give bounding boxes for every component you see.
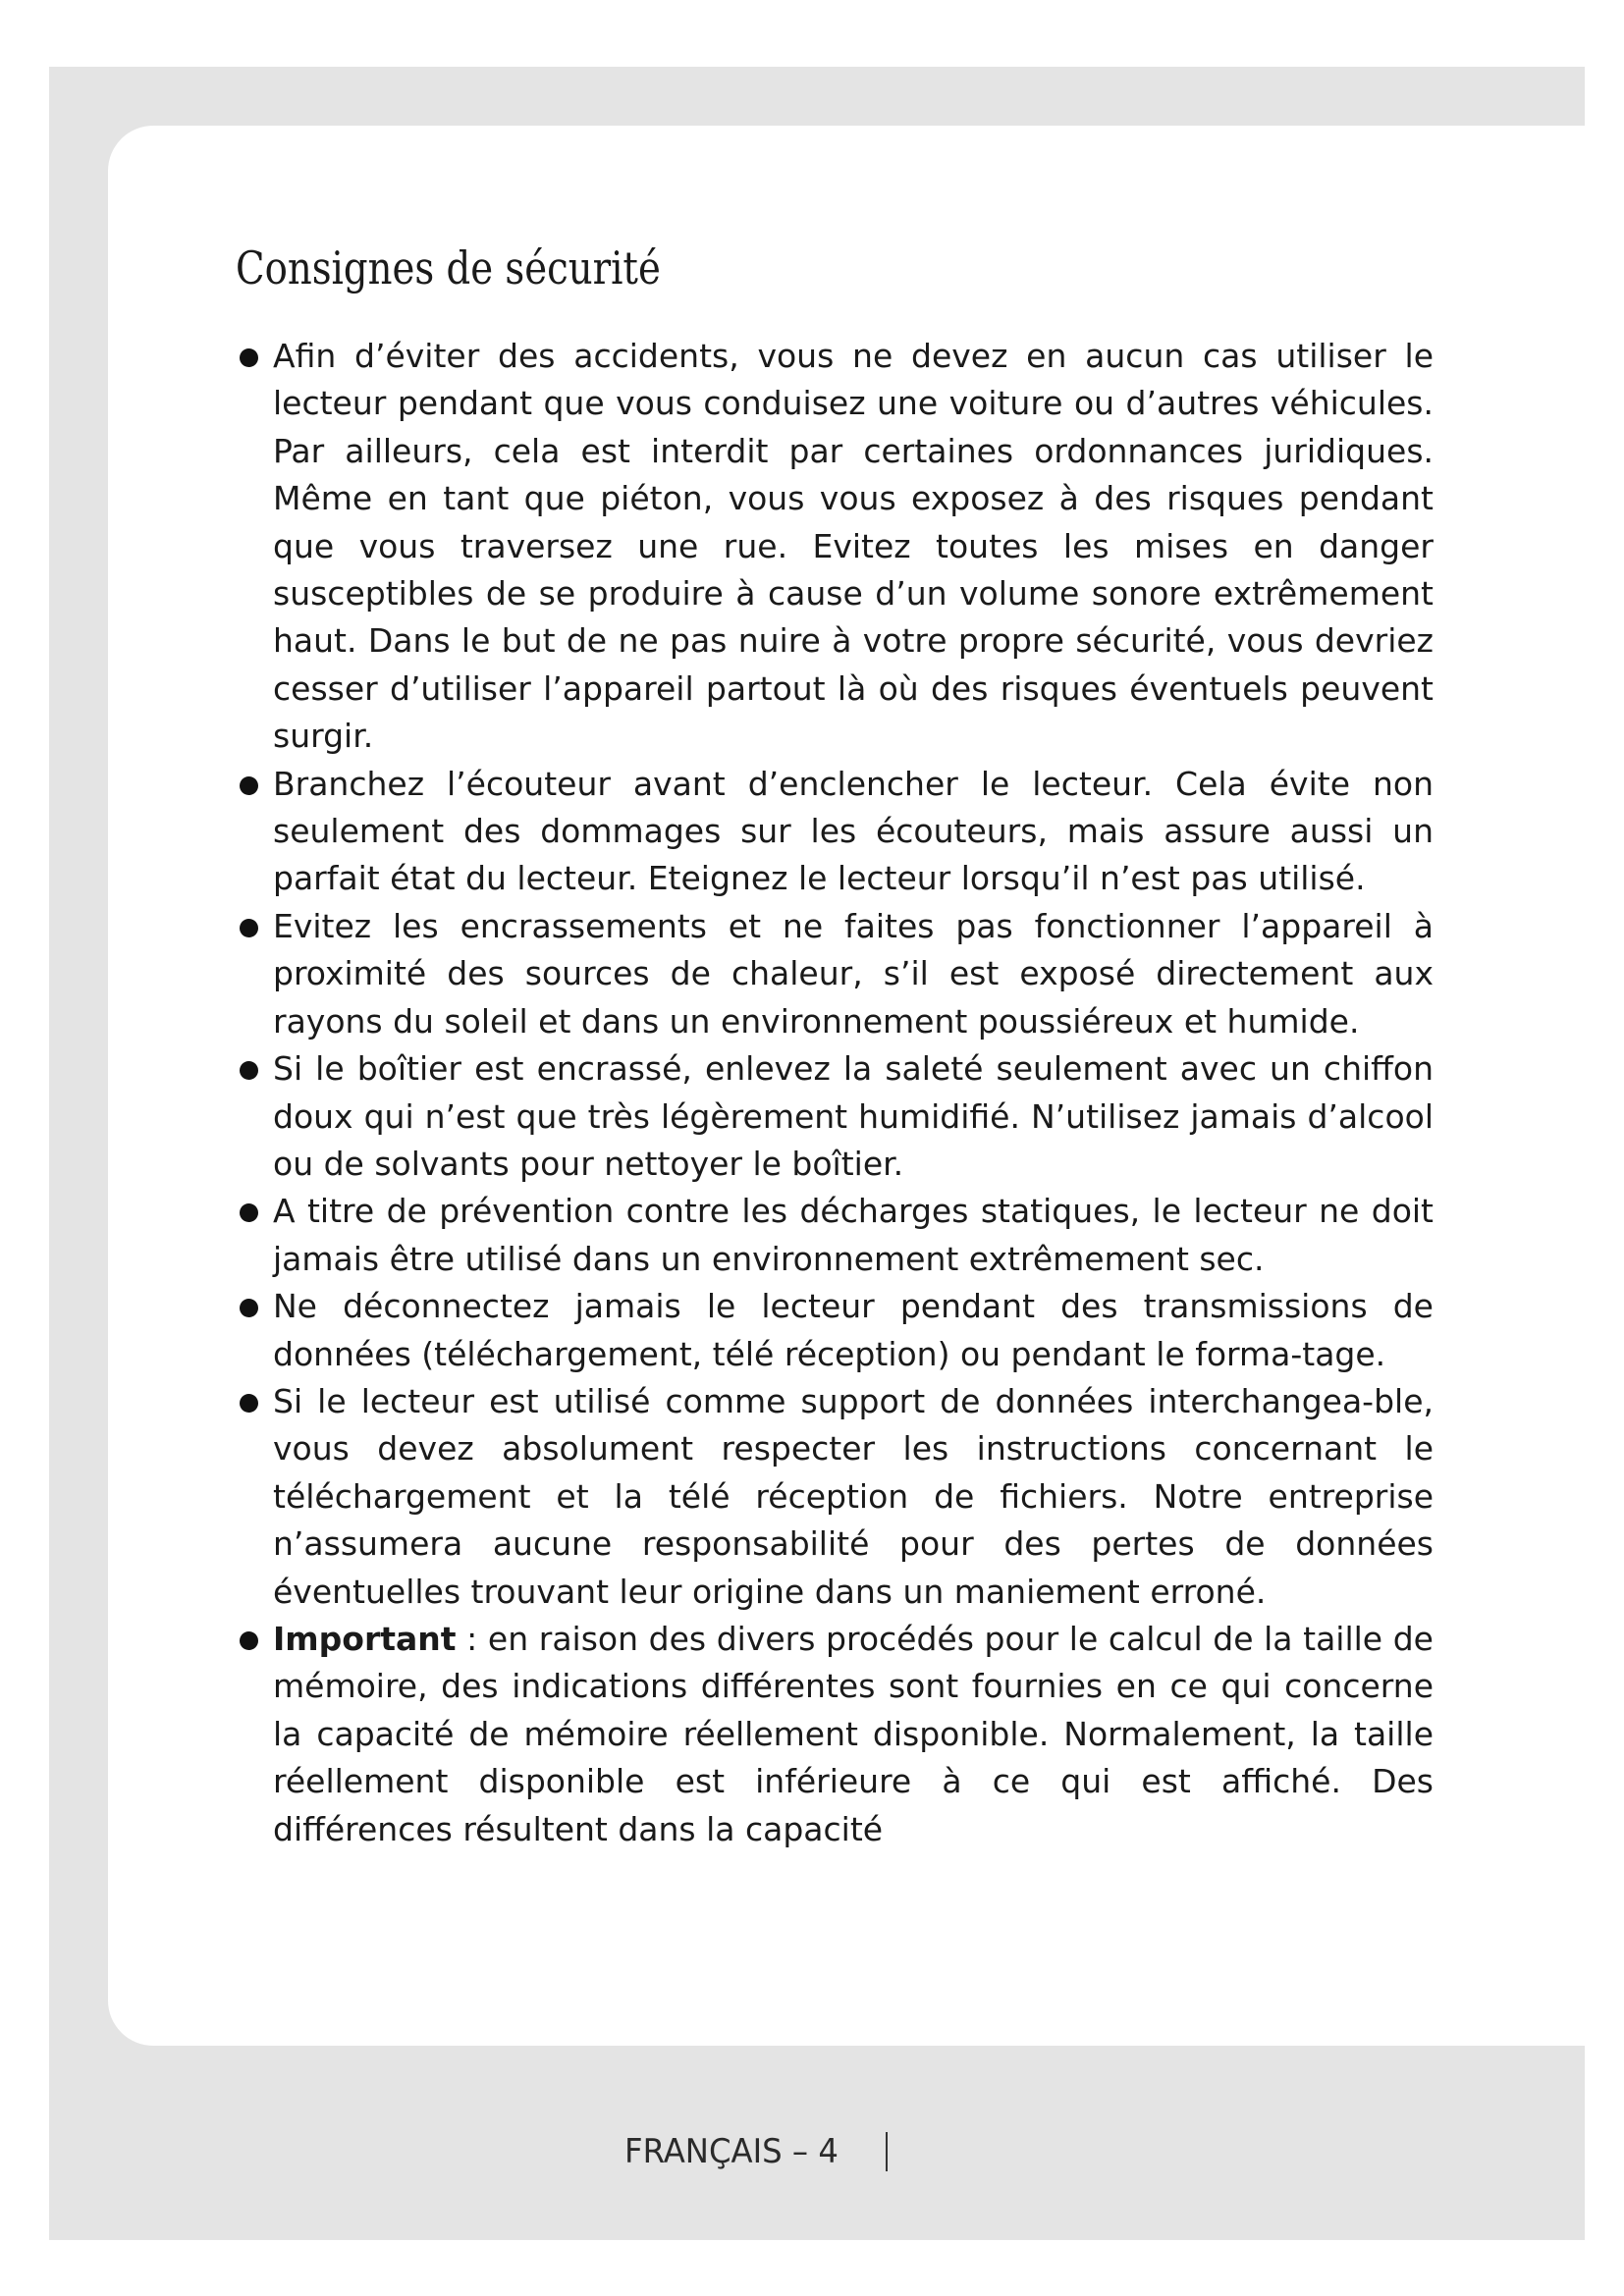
bullet-icon	[240, 1394, 258, 1413]
item-text: Si le lecteur est utilisé comme support de données interchangea-ble, vous devez absolument respecter les instructions concernant le téléchargement et la télé réception de fichiers. Notre entreprise n’assumera aucune responsabilité pour des pertes de données éventuelles trouvant leur origine dans un maniement erroné.	[273, 1381, 1434, 1611]
bullet-icon	[240, 919, 258, 937]
list-item	[236, 761, 1434, 903]
safety-list	[236, 333, 1434, 1853]
bullet-icon	[240, 1061, 258, 1080]
item-text: A titre de prévention contre les décharges statiques, le lecteur ne doit jamais être utilisé dans un environnement extrêmement sec.	[273, 1192, 1434, 1278]
list-item	[236, 1283, 1434, 1378]
important-label: Important	[273, 1619, 457, 1658]
item-text: Ne déconnectez jamais le lecteur pendant des transmissions de données (téléchargement, télé réception) ou pendant le forma-tage.	[273, 1287, 1434, 1373]
item-text: : en raison des divers procédés pour le calcul de la taille de mémoire, des indications différentes sont fournies en ce qui concerne la capacité de mémoire réellement disponible. Normalement, la taille réellement disponible est inférieure à ce qui est affiché. Des différences résultent dans la capacité	[273, 1619, 1434, 1848]
item-text: Evitez les encrassements et ne faites pas fonctionner l’appareil à proximité des sources de chaleur, s’il est exposé directement aux rayons du soleil et dans un environnement poussiéreux et humide.	[273, 906, 1434, 1041]
item-text: Branchez l’écouteur avant d’enclencher le lecteur. Cela évite non seulement des dommages sur les écouteurs, mais assure aussi un parfait état du lecteur. Eteignez le lecteur lorsqu’il n’est pas utilisé.	[273, 764, 1434, 898]
bullet-icon	[240, 1299, 258, 1317]
list-item	[236, 1188, 1434, 1283]
footer-divider	[886, 2132, 888, 2171]
item-text: Afin d’éviter des accidents, vous ne devez en aucun cas utiliser le lecteur pendant que vous conduisez une voiture ou d’autres véhicules. Par ailleurs, cela est interdit par certaines ordonnances juridiques. Même en tant que piéton, vous vous exposez à des risques pendant que vous traversez une rue. Evitez toutes les mises en danger susceptibles de se produire à cause d’un volume sonore extrêmement haut. Dans le but de ne pas nuire à votre propre sécurité, vous devriez cesser d’utiliser l’appareil partout là où des risques éventuels peuvent surgir.	[273, 337, 1434, 756]
item-text: Si le boîtier est encrassé, enlevez la saleté seulement avec un chiffon doux qui n’est que très légèrement humidifié. N’utilisez jamais d’alcool ou de solvants pour nettoyer le boîtier.	[273, 1049, 1434, 1183]
bullet-icon	[240, 1631, 258, 1650]
list-item	[236, 1378, 1434, 1616]
page-title: Consignes de sécurité	[236, 241, 661, 294]
list-item	[236, 1045, 1434, 1188]
bullet-icon	[240, 348, 258, 367]
list-item	[236, 333, 1434, 761]
page-number: FRANÇAIS – 4	[624, 2131, 839, 2171]
list-item	[236, 903, 1434, 1045]
list-item-important	[236, 1616, 1434, 1853]
page-footer	[624, 2130, 849, 2173]
bullet-icon	[240, 1203, 258, 1222]
bullet-icon	[240, 776, 258, 795]
